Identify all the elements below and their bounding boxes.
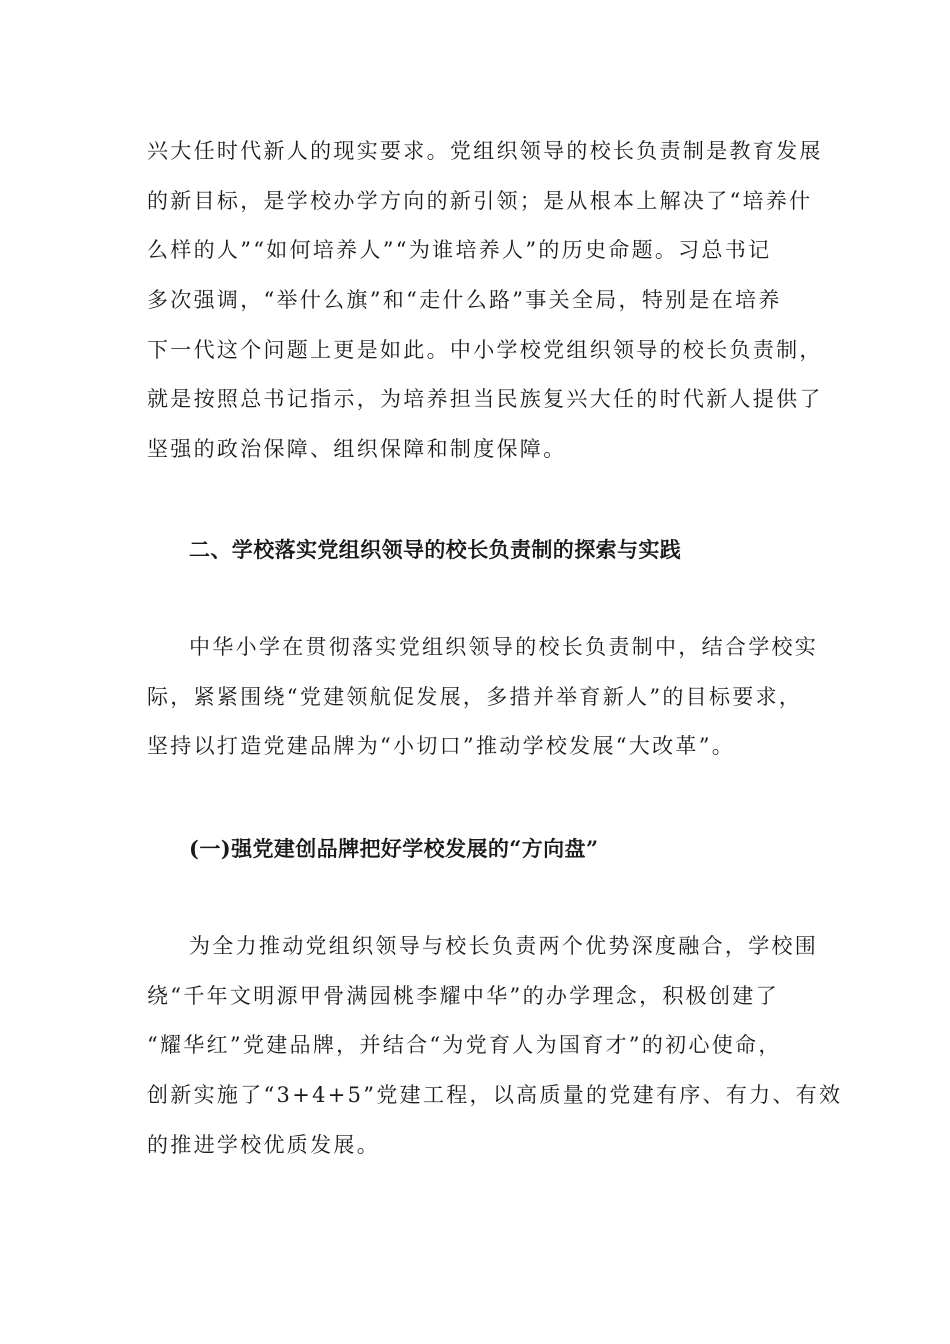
section-heading: 二、学校落实党组织领导的校长负责制的探索与实践: [189, 537, 682, 562]
paragraph-line: “耀华红”党建品牌，并结合“为党育人为国育才”的初心使命，: [147, 1033, 782, 1058]
paragraph-intro: [147, 127, 823, 475]
paragraph-line: 为全力推动党组织领导与校长负责两个优势深度融合，学校围: [189, 934, 819, 958]
paragraph-line: 下一代这个问题上更是如此。中小学校党组织领导的校长负责制，: [147, 337, 823, 362]
paragraph-line: 坚强的政治保障、组织保障和制度保障。: [147, 437, 567, 462]
paragraph-line: 么样的人”“如何培养人”“为谁培养人”的历史命题。习总书记: [147, 238, 772, 263]
paragraph-practice: [147, 623, 819, 772]
paragraph-line: 兴大任时代新人的现实要求。党组织领导的校长负责制是教育发展: [147, 139, 823, 163]
paragraph-brand: [147, 922, 843, 1170]
paragraph-line: 就是按照总书记指示，为培养担当民族复兴大任的时代新人提供了: [147, 387, 823, 412]
paragraph-line: 多次强调，“举什么旗”和“走什么路”事关全局，特别是在培养: [147, 288, 782, 313]
paragraph-line: 绕“千年文明源甲骨满园桃李耀中华”的办学理念，积极创建了: [147, 983, 779, 1008]
paragraph-line: 的推进学校优质发展。: [147, 1132, 380, 1157]
paragraph-line: 坚持以打造党建品牌为“小切口”推动学校发展“大改革”。: [147, 734, 736, 759]
paragraph-line: 的新目标，是学校办学方向的新引领；是从根本上解决了“培养什: [147, 188, 813, 213]
paragraph-line: 中华小学在贯彻落实党组织领导的校长负责制中，结合学校实: [189, 635, 819, 659]
paragraph-line: 际，紧紧围绕“党建领航促发展，多措并举育新人”的目标要求，: [147, 684, 803, 709]
paragraph-line: 创新实施了“3+4+5”党建工程，以高质量的党建有序、有力、有效: [147, 1083, 843, 1108]
subsection-heading: (一)强党建创品牌把好学校发展的“方向盘”: [189, 836, 599, 861]
